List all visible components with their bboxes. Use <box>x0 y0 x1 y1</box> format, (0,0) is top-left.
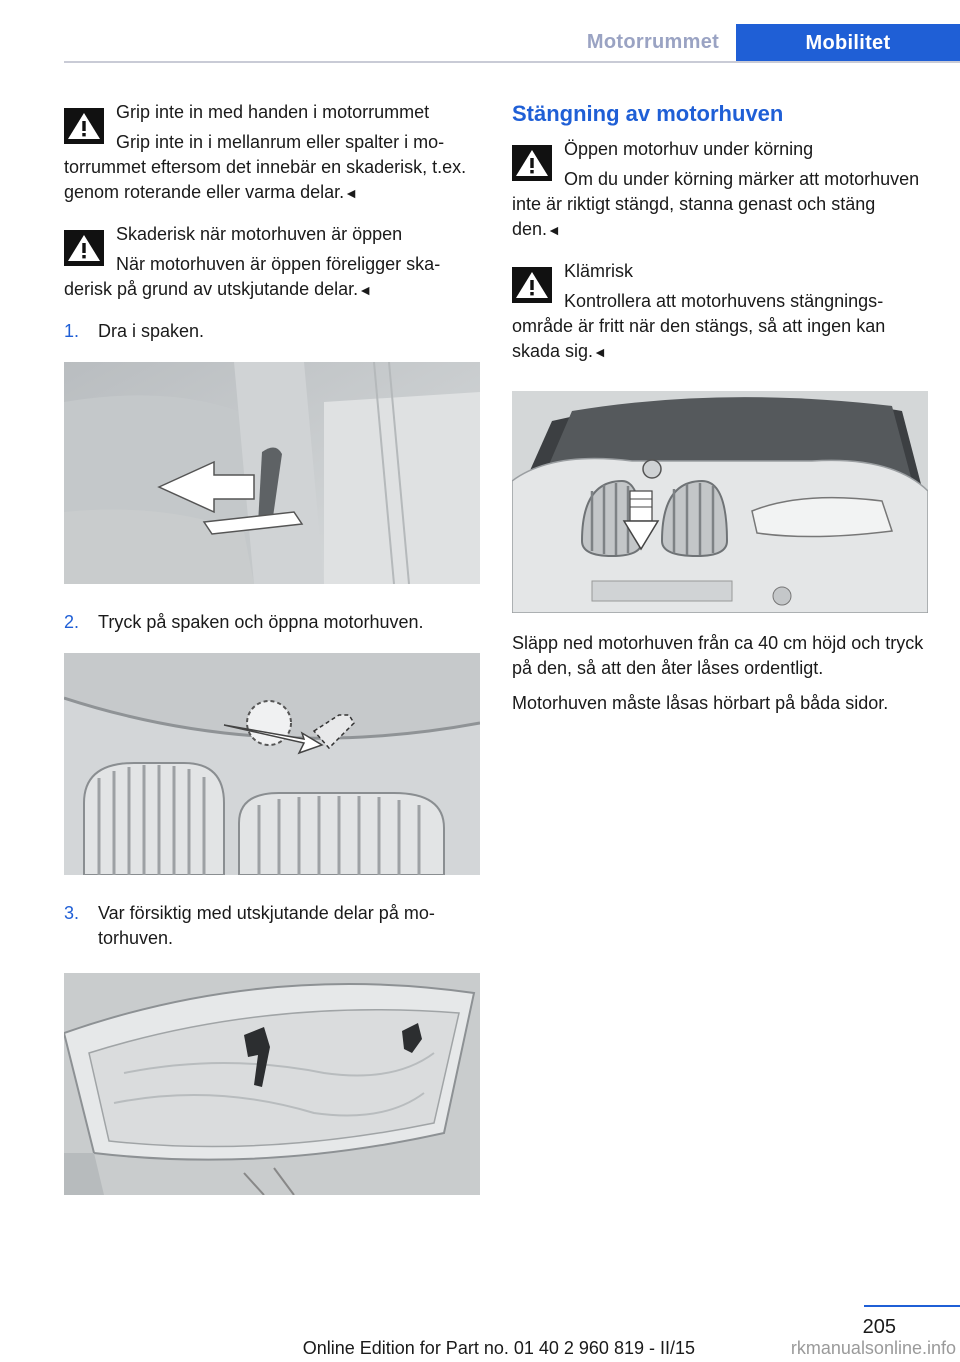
page-number: 205 <box>862 1316 896 1338</box>
step-number: 2. <box>64 612 80 632</box>
edition-text: Online Edition for Part no. 01 40 2 960 819 - II/15 <box>302 1338 695 1358</box>
step-text: Tryck på spaken och öppna motorhuven. <box>98 612 424 632</box>
header-divider <box>64 61 960 63</box>
tab-motorrummet[interactable]: Motorrummet <box>586 31 720 53</box>
footer-divider <box>864 1305 960 1307</box>
figure-hood-safety-catch <box>64 653 480 875</box>
figure-closing-hood <box>512 391 928 613</box>
step-item <box>64 901 480 951</box>
warning-title: Klämrisk <box>564 261 634 281</box>
paragraph: Motorhuven måste låsas hörbart på båda sidor. <box>512 693 889 713</box>
warning-title: Grip inte in med handen i motorrummet <box>116 102 430 122</box>
end-mark: ◄ <box>344 185 359 201</box>
warning-block <box>64 100 480 206</box>
warning-triangle-icon <box>64 108 104 144</box>
step-text: Var försiktig med utskjutande delar på motorhuven. <box>98 903 435 948</box>
end-mark: ◄ <box>593 344 607 360</box>
warning-title: Öppen motorhuv under körning <box>564 139 814 159</box>
warning-text: När motorhuven är öppen föreligger skaderisk på grund av utskjutande delar.◄ <box>64 254 441 299</box>
figure-hood-release-lever <box>64 362 480 584</box>
warning-text: Grip inte in i mellanrum eller spalter i motorrummet eftersom det innebär en skaderisk, t.ex. genom roterande eller varma delar.◄ <box>64 132 467 202</box>
warning-block <box>64 222 480 303</box>
page-header <box>0 24 960 64</box>
end-mark: ◄ <box>547 222 561 238</box>
tab-mobilitet[interactable]: Mobilitet <box>736 24 960 63</box>
step-number: 1. <box>64 321 80 341</box>
warning-triangle-icon <box>512 145 552 181</box>
warning-title: Skaderisk när motorhuven är öppen <box>116 224 403 244</box>
warning-block <box>512 137 928 243</box>
step-item <box>64 319 480 344</box>
warning-triangle-icon <box>64 230 104 266</box>
step-number: 3. <box>64 903 80 923</box>
end-mark: ◄ <box>358 282 373 298</box>
warning-triangle-icon <box>512 267 552 303</box>
warning-block <box>512 259 928 365</box>
figure-open-hood-underside <box>64 973 480 1195</box>
warning-text: Om du under körning märker att motorhuven inte är riktigt stängd, stanna genast och stäng den.◄ <box>512 169 920 239</box>
step-text: Dra i spaken. <box>98 321 205 341</box>
paragraph: Släpp ned motorhuven från ca 40 cm höjd och tryck på den, så att den åter låses ordentligt. <box>512 633 924 678</box>
section-title: Stängning av motorhuven <box>512 101 784 126</box>
left-column <box>64 100 480 1221</box>
warning-text: Kontrollera att motorhuvens stängningsområde är fritt när den stängs, så att ingen kan skada sig.◄ <box>512 291 886 361</box>
right-column <box>512 100 928 726</box>
watermark-text: rkmanualsonline.info <box>790 1338 956 1358</box>
step-item <box>64 610 480 635</box>
